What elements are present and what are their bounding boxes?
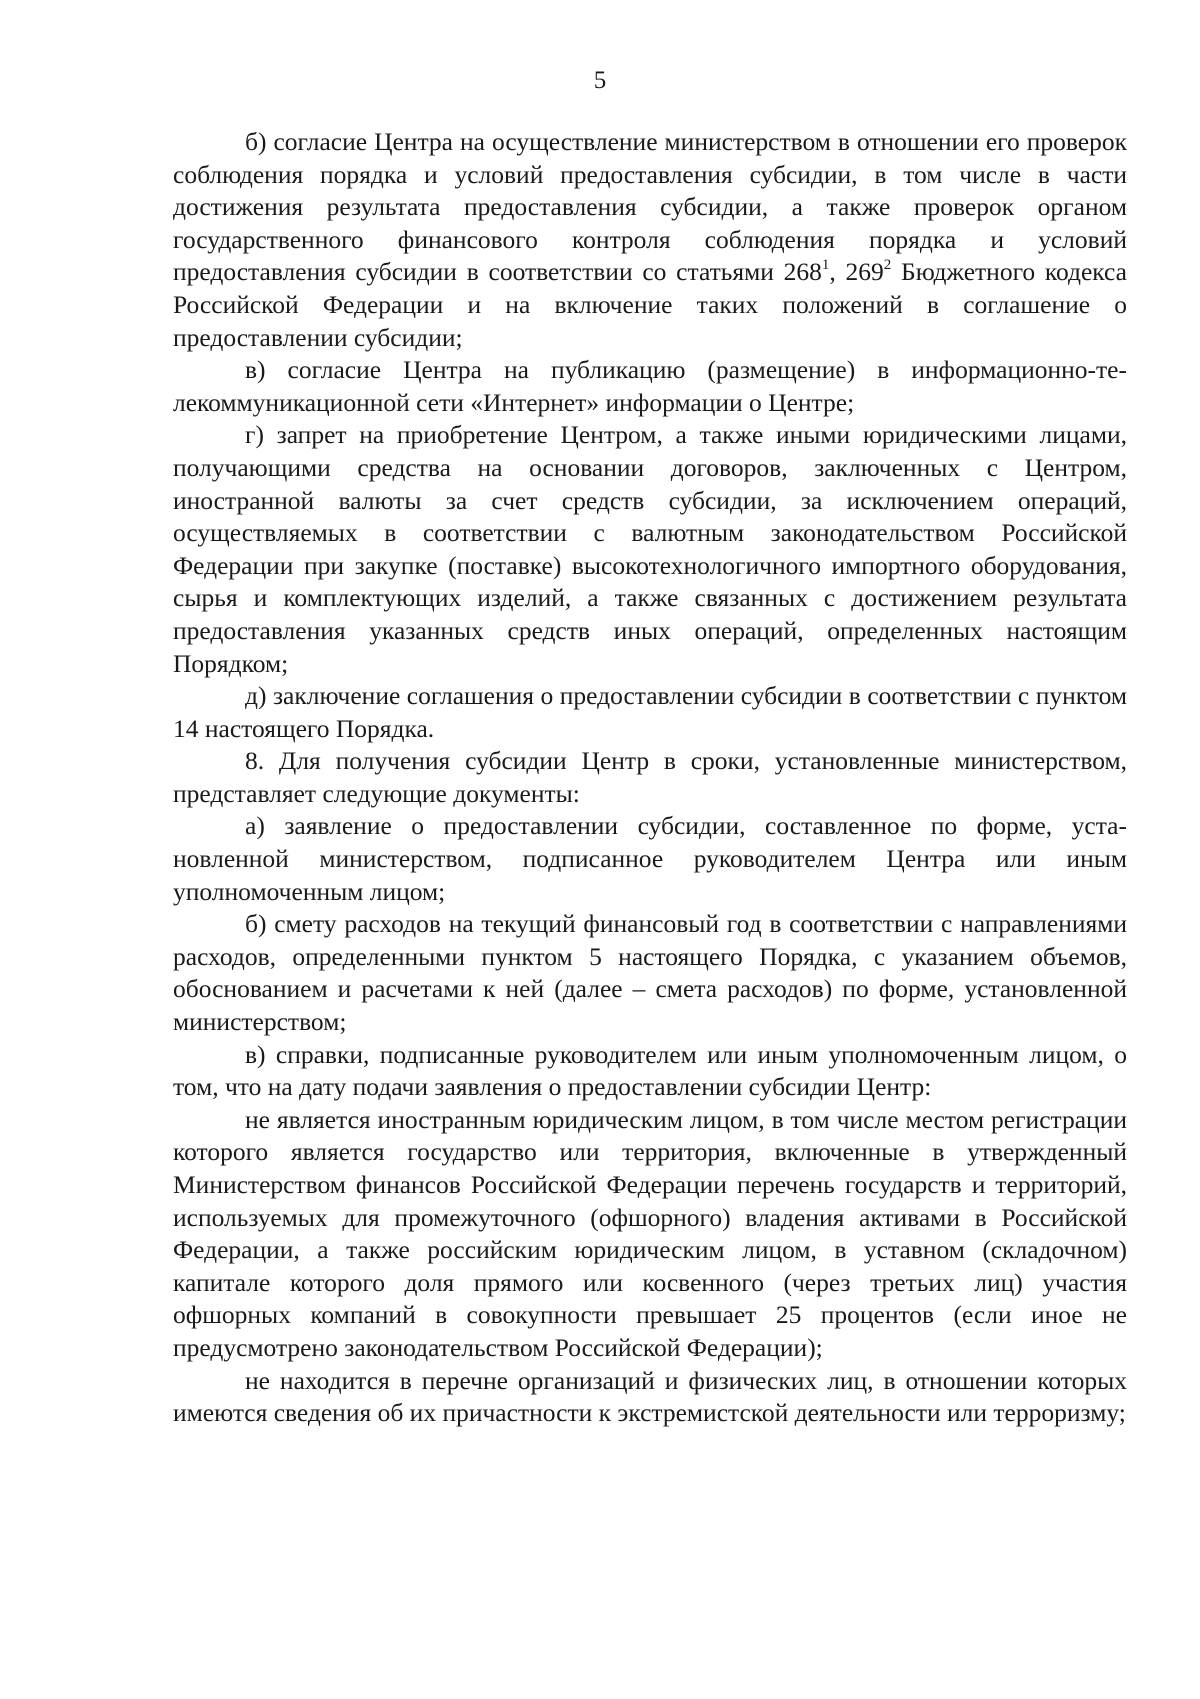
article-number: 269 <box>845 257 884 287</box>
paragraph-b-consent-inspections <box>173 126 1127 354</box>
article-superscript: 1 <box>821 257 830 274</box>
paragraph-not-in-extremist-list: не находится в перечне организаций и физических лиц, в отношении которых имеются сведения об их причастности к экстремистской деятельности или терроризму; <box>173 1365 1127 1428</box>
article-number: 268 <box>783 257 822 287</box>
paragraph-a-application: а) заявление о предоставлении субсидии, составленное по форме, установленной министерством, подписанное руководителем Центра или иным уполномоченным лицом; <box>173 811 1127 906</box>
document-body <box>173 126 1127 1430</box>
paragraph-v-consent-publication: в) согласие Центра на публикацию (размещение) в информационно-телекоммуникационной сети «Интернет» информации о Центре; <box>173 355 1127 417</box>
paragraph-text-tail: Бюджетного кодекса Российской Федерации и на включение таких положений в соглашение о предоставлении субсидии; <box>173 257 1127 352</box>
paragraph-v-certificates: в) справки, подписанные руководителем или иным уполномоченным лицом, о том, что на дату подачи заявления о предоставлении субсидии Центр: <box>173 1039 1127 1102</box>
article-superscript: 2 <box>883 257 892 274</box>
paragraph-text: б) согласие Центра на осуществление министерством в отношении его проверок соблюдения порядка и условий предоставления субсидии, в том числе в части достижения результата предоставления субсидии, а также проверок органом государственного финансового контроля соблюдения порядка и условий предоставления субсидии в соответствии со статьями <box>173 127 1127 287</box>
paragraph-not-foreign-entity: не является иностранным юридическим лицом, в том числе местом регистрации которого является государство или территория, включенные в утвержденный Министерством финансов Российской Федерации перечень государств и территорий, используемых для промежуточного (офшорного) владения активами в Российской Федерации, а также российским юридическим лицом, в уставном (складочном) капитале которого доля прямого или косвенного (через третьих лиц) участия офшорных компаний в совокупности превышает 25 процентов (если иное не предусмотрено законодательством Российской Федерации); <box>173 1104 1127 1362</box>
paragraph-g-currency-ban: г) запрет на приобретение Центром, а также иными юридическими лицами, получающими средства на основании договоров, заключенных с Центром, иностранной валюты за счет средств субсидии, за исключением операций, осуществляемых в соответствии с валютным законодательством Российской Федерации при закупке (поставке) высокотехнологичного импортного оборудования, сырья и комплектующих изделий, а также связанных с достижением результата предоставления указанных средств иных операций, определенных настоящим Порядком; <box>173 420 1127 678</box>
page-number: 5 <box>593 67 607 94</box>
paragraph-b-cost-estimate: б) смету расходов на текущий финансовый год в соответствии с направлениями расходов, определенными пунктом 5 настоящего Порядка, с указанием объемов, обоснованием и расчетами к ней (далее – смета расходов) по форме, установленной министерством; <box>173 909 1127 1037</box>
article-separator: , <box>829 257 846 287</box>
paragraph-d-agreement: д) заключение соглашения о предоставлении субсидии в соответствии с пунктом 14 настоящего Порядка. <box>173 681 1127 743</box>
paragraph-8-documents: 8. Для получения субсидии Центр в сроки, установленные министерством, представляет следующие документы: <box>173 746 1127 808</box>
